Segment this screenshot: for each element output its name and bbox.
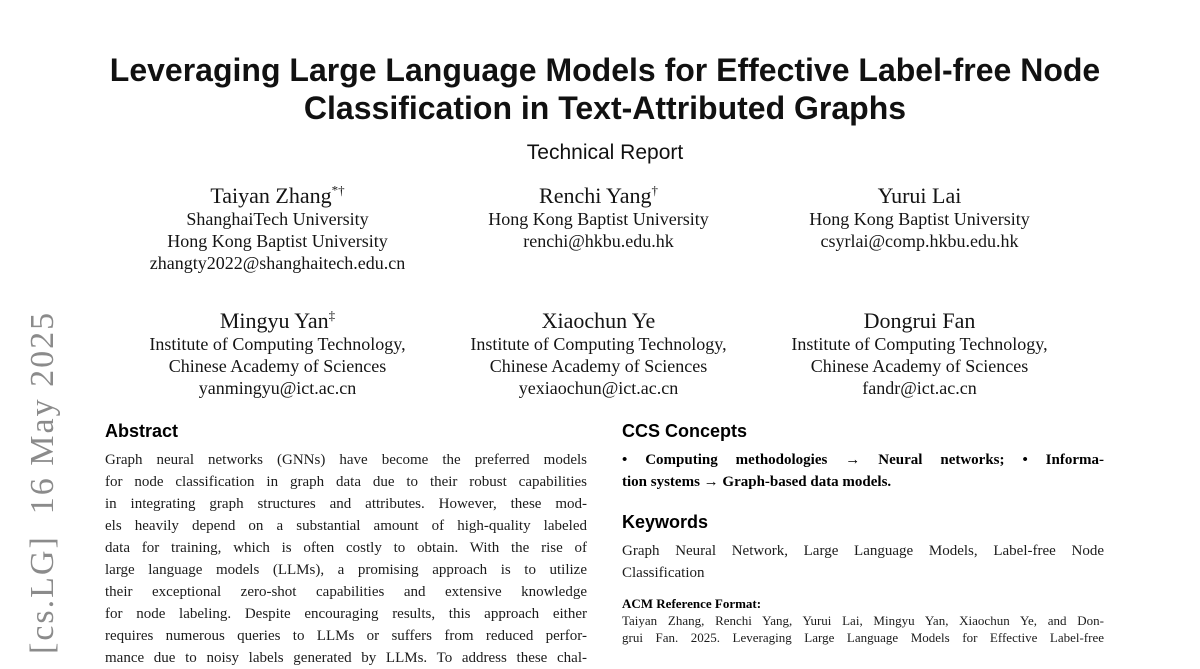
paper-title-line1: Leveraging Large Language Models for Effective Label-free Node: [109, 52, 1101, 88]
paper-title: [10, 51, 1200, 127]
author-name: Xiaochun Ye: [541, 308, 656, 333]
author-affiliation: Chinese Academy of Sciences: [489, 356, 708, 376]
author-name: Dongrui Fan: [863, 308, 976, 333]
author-row-1: [117, 184, 1080, 274]
author-block: [759, 184, 1080, 274]
author-affiliation: Institute of Computing Technology,: [791, 334, 1048, 354]
abstract-text-line: els heavily depend on a substantial amount of high-quality labeled: [105, 518, 587, 534]
abstract-text-line: for node classification in graph data due to their robust capabilities: [105, 474, 587, 490]
author-email: csyrlai@comp.hkbu.edu.hk: [820, 231, 1019, 251]
author-affiliation: Chinese Academy of Sciences: [810, 356, 1029, 376]
abstract-text-line: for node labeling. Despite encouraging results, this approach either: [105, 606, 587, 622]
author-affiliation: Institute of Computing Technology,: [149, 334, 406, 354]
author-name: Taiyan Zhang*†: [210, 182, 345, 208]
acm-reference-heading: ACM Reference Format:: [622, 596, 762, 611]
abstract-text-line: large language models (LLMs), a promising approach is to utilize: [105, 562, 587, 578]
author-row-2: [117, 309, 1080, 399]
author-name: Mingyu Yan‡: [219, 307, 336, 333]
ccs-concepts-line: tion systems → Graph-based data models.: [622, 474, 892, 490]
abstract-heading: Abstract: [105, 421, 179, 441]
author-affiliation: Hong Kong Baptist University: [809, 209, 1030, 229]
author-email: renchi@hkbu.edu.hk: [523, 231, 674, 251]
author-affiliation: Institute of Computing Technology,: [470, 334, 727, 354]
keywords-line: Classification: [622, 565, 705, 581]
author-email: fandr@ict.ac.cn: [862, 378, 977, 398]
author-marks: ‡: [328, 307, 336, 323]
author-name: Renchi Yang†: [539, 182, 658, 208]
author-block: [438, 309, 759, 399]
author-marks: *†: [331, 182, 345, 198]
author-affiliation: Chinese Academy of Sciences: [168, 356, 387, 376]
author-affiliation: ShanghaiTech University: [186, 209, 369, 229]
paper-subtitle: Technical Report: [526, 141, 684, 164]
author-block: [117, 184, 438, 274]
abstract-column: [105, 420, 587, 669]
right-column: [622, 420, 1104, 646]
author-block: [438, 184, 759, 274]
ccs-concepts-heading: CCS Concepts: [622, 421, 748, 441]
author-marks: †: [651, 182, 658, 198]
keywords-heading: Keywords: [622, 512, 709, 532]
author-affiliation: Hong Kong Baptist University: [167, 231, 388, 251]
abstract-text-line: data for training, which is often costly to obtain. With the rise of: [105, 540, 587, 556]
arxiv-category-banner: [cs.LG] 16 May 2025: [24, 310, 61, 654]
author-email: yexiaochun@ict.ac.cn: [518, 378, 679, 398]
abstract-text-line: their exceptional zero-shot capabilities and extensive knowledge: [105, 584, 587, 600]
author-block: [117, 309, 438, 399]
acm-reference-line: Taiyan Zhang, Renchi Yang, Yurui Lai, Mingyu Yan, Xiaochun Ye, and Don-: [622, 613, 1104, 628]
keywords-line: Graph Neural Network, Large Language Models, Label-free Node: [622, 543, 1104, 559]
acm-reference-line: grui Fan. 2025. Leveraging Large Language Models for Effective Label-free: [622, 630, 1104, 645]
abstract-text-line: requires numerous queries to LLMs or suffers from reduced perfor-: [105, 628, 587, 644]
abstract-text-line: in integrating graph structures and attributes. However, these mod-: [105, 496, 587, 512]
abstract-text-line: mance due to noisy labels generated by LLMs. To address these chal-: [105, 650, 587, 666]
paper-title-line2: Classification in Text-Attributed Graphs: [303, 90, 907, 126]
author-name: Yurui Lai: [877, 183, 962, 208]
abstract-text-line: Graph neural networks (GNNs) have become the preferred models: [105, 452, 587, 468]
author-affiliation: Hong Kong Baptist University: [488, 209, 709, 229]
author-email: yanmingyu@ict.ac.cn: [198, 378, 357, 398]
author-block: [759, 309, 1080, 399]
ccs-concepts-line: • Computing methodologies → Neural networks; • Informa-: [622, 452, 1104, 468]
author-email: zhangty2022@shanghaitech.edu.cn: [149, 253, 406, 273]
